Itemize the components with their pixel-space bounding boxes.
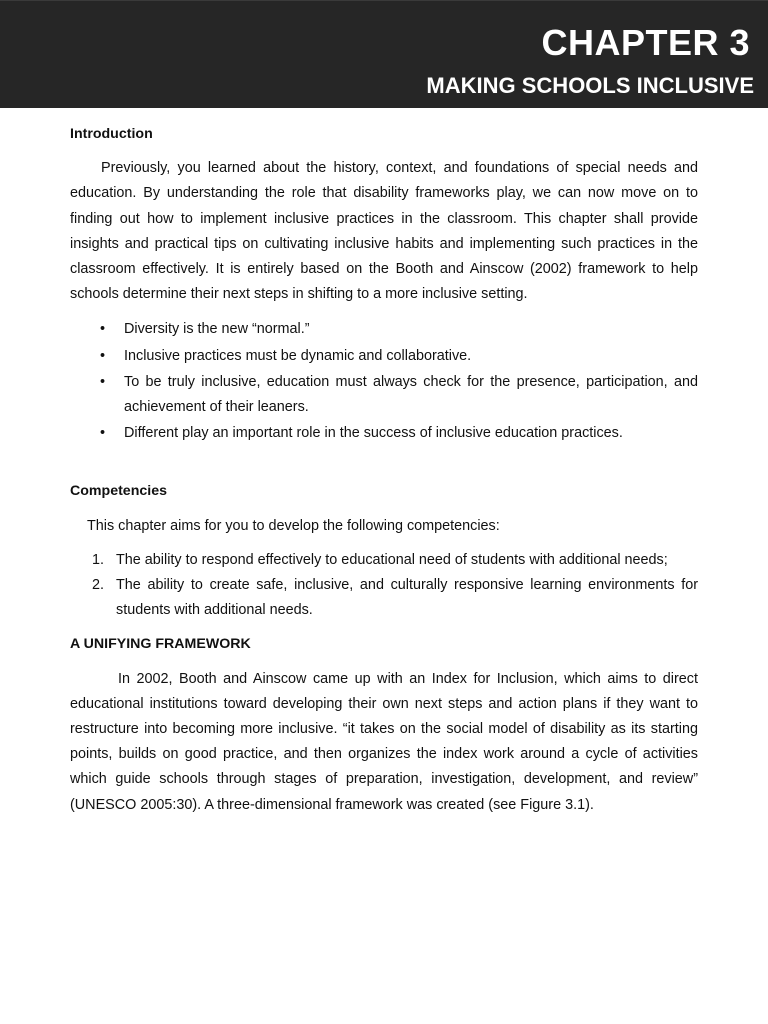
competencies-section (70, 479, 698, 623)
introduction-heading: Introduction (70, 126, 153, 142)
page-content (70, 122, 698, 818)
list-item-text: Inclusive practices must be dynamic and collaborative. (124, 347, 472, 364)
introduction-paragraph: Previously, you learned about the history, context, and foundations of special needs and education. By understanding the role that disability frameworks play, we can now move on to finding out how to implement inclusive practices in the classroom. This chapter shall provide insights and practical tips on cultivating inclusive habits and implementing such practices in the classroom effectively. It is entirely based on the Booth and Ainscow (2002) framework to help schools determine their next steps in shifting to a more inclusive setting. (70, 160, 698, 303)
competencies-heading: Competencies (70, 483, 167, 500)
list-item-text: Different play an important role in the success of inclusive education practices. (124, 425, 623, 442)
list-item-text: Diversity is the new “normal.” (124, 321, 310, 338)
bullet-icon: • (100, 373, 106, 390)
list-item (70, 573, 698, 623)
key-points-list (70, 317, 698, 446)
list-item-text: The ability to respond effectively to educational need of students with additional needs; (116, 551, 668, 568)
framework-heading: A UNIFYING FRAMEWORK (70, 636, 251, 653)
competencies-list (70, 548, 698, 624)
chapter-number: CHAPTER 3 (541, 22, 750, 63)
list-item-text: To be truly inclusive, education must always check for the presence, participation, and achievement of their leaners. (124, 373, 698, 416)
framework-paragraph: In 2002, Booth and Ainscow came up with an Index for Inclusion, which aims to direct educational institutions toward developing their own next steps and action plans if they want to restructure into becoming more inclusive. “it takes on the social model of disability as its starting points, builds on good practice, and then organizes the index work around a cycle of activities which guide schools through stages of preparation, investigation, development, and review” (UNESCO 2005:30). A three-dimensional framework was created (see Figure 3.1). (70, 670, 698, 813)
chapter-header (0, 0, 768, 108)
introduction-section (70, 122, 698, 446)
list-item (70, 344, 698, 369)
list-item (70, 370, 698, 420)
list-number: 2. (92, 577, 105, 594)
list-item (70, 548, 698, 573)
list-item (70, 317, 698, 342)
chapter-title: MAKING SCHOOLS INCLUSIVE (426, 73, 754, 98)
bullet-icon: • (100, 321, 106, 338)
bullet-icon: • (100, 425, 106, 442)
list-item-text: The ability to create safe, inclusive, and culturally responsive learning environments for students with additional needs. (116, 577, 698, 619)
bullet-icon: • (100, 347, 106, 364)
list-item (70, 421, 698, 446)
competencies-intro: This chapter aims for you to develop the following competencies: (87, 517, 500, 534)
list-number: 1. (92, 551, 105, 568)
framework-section (70, 632, 698, 817)
